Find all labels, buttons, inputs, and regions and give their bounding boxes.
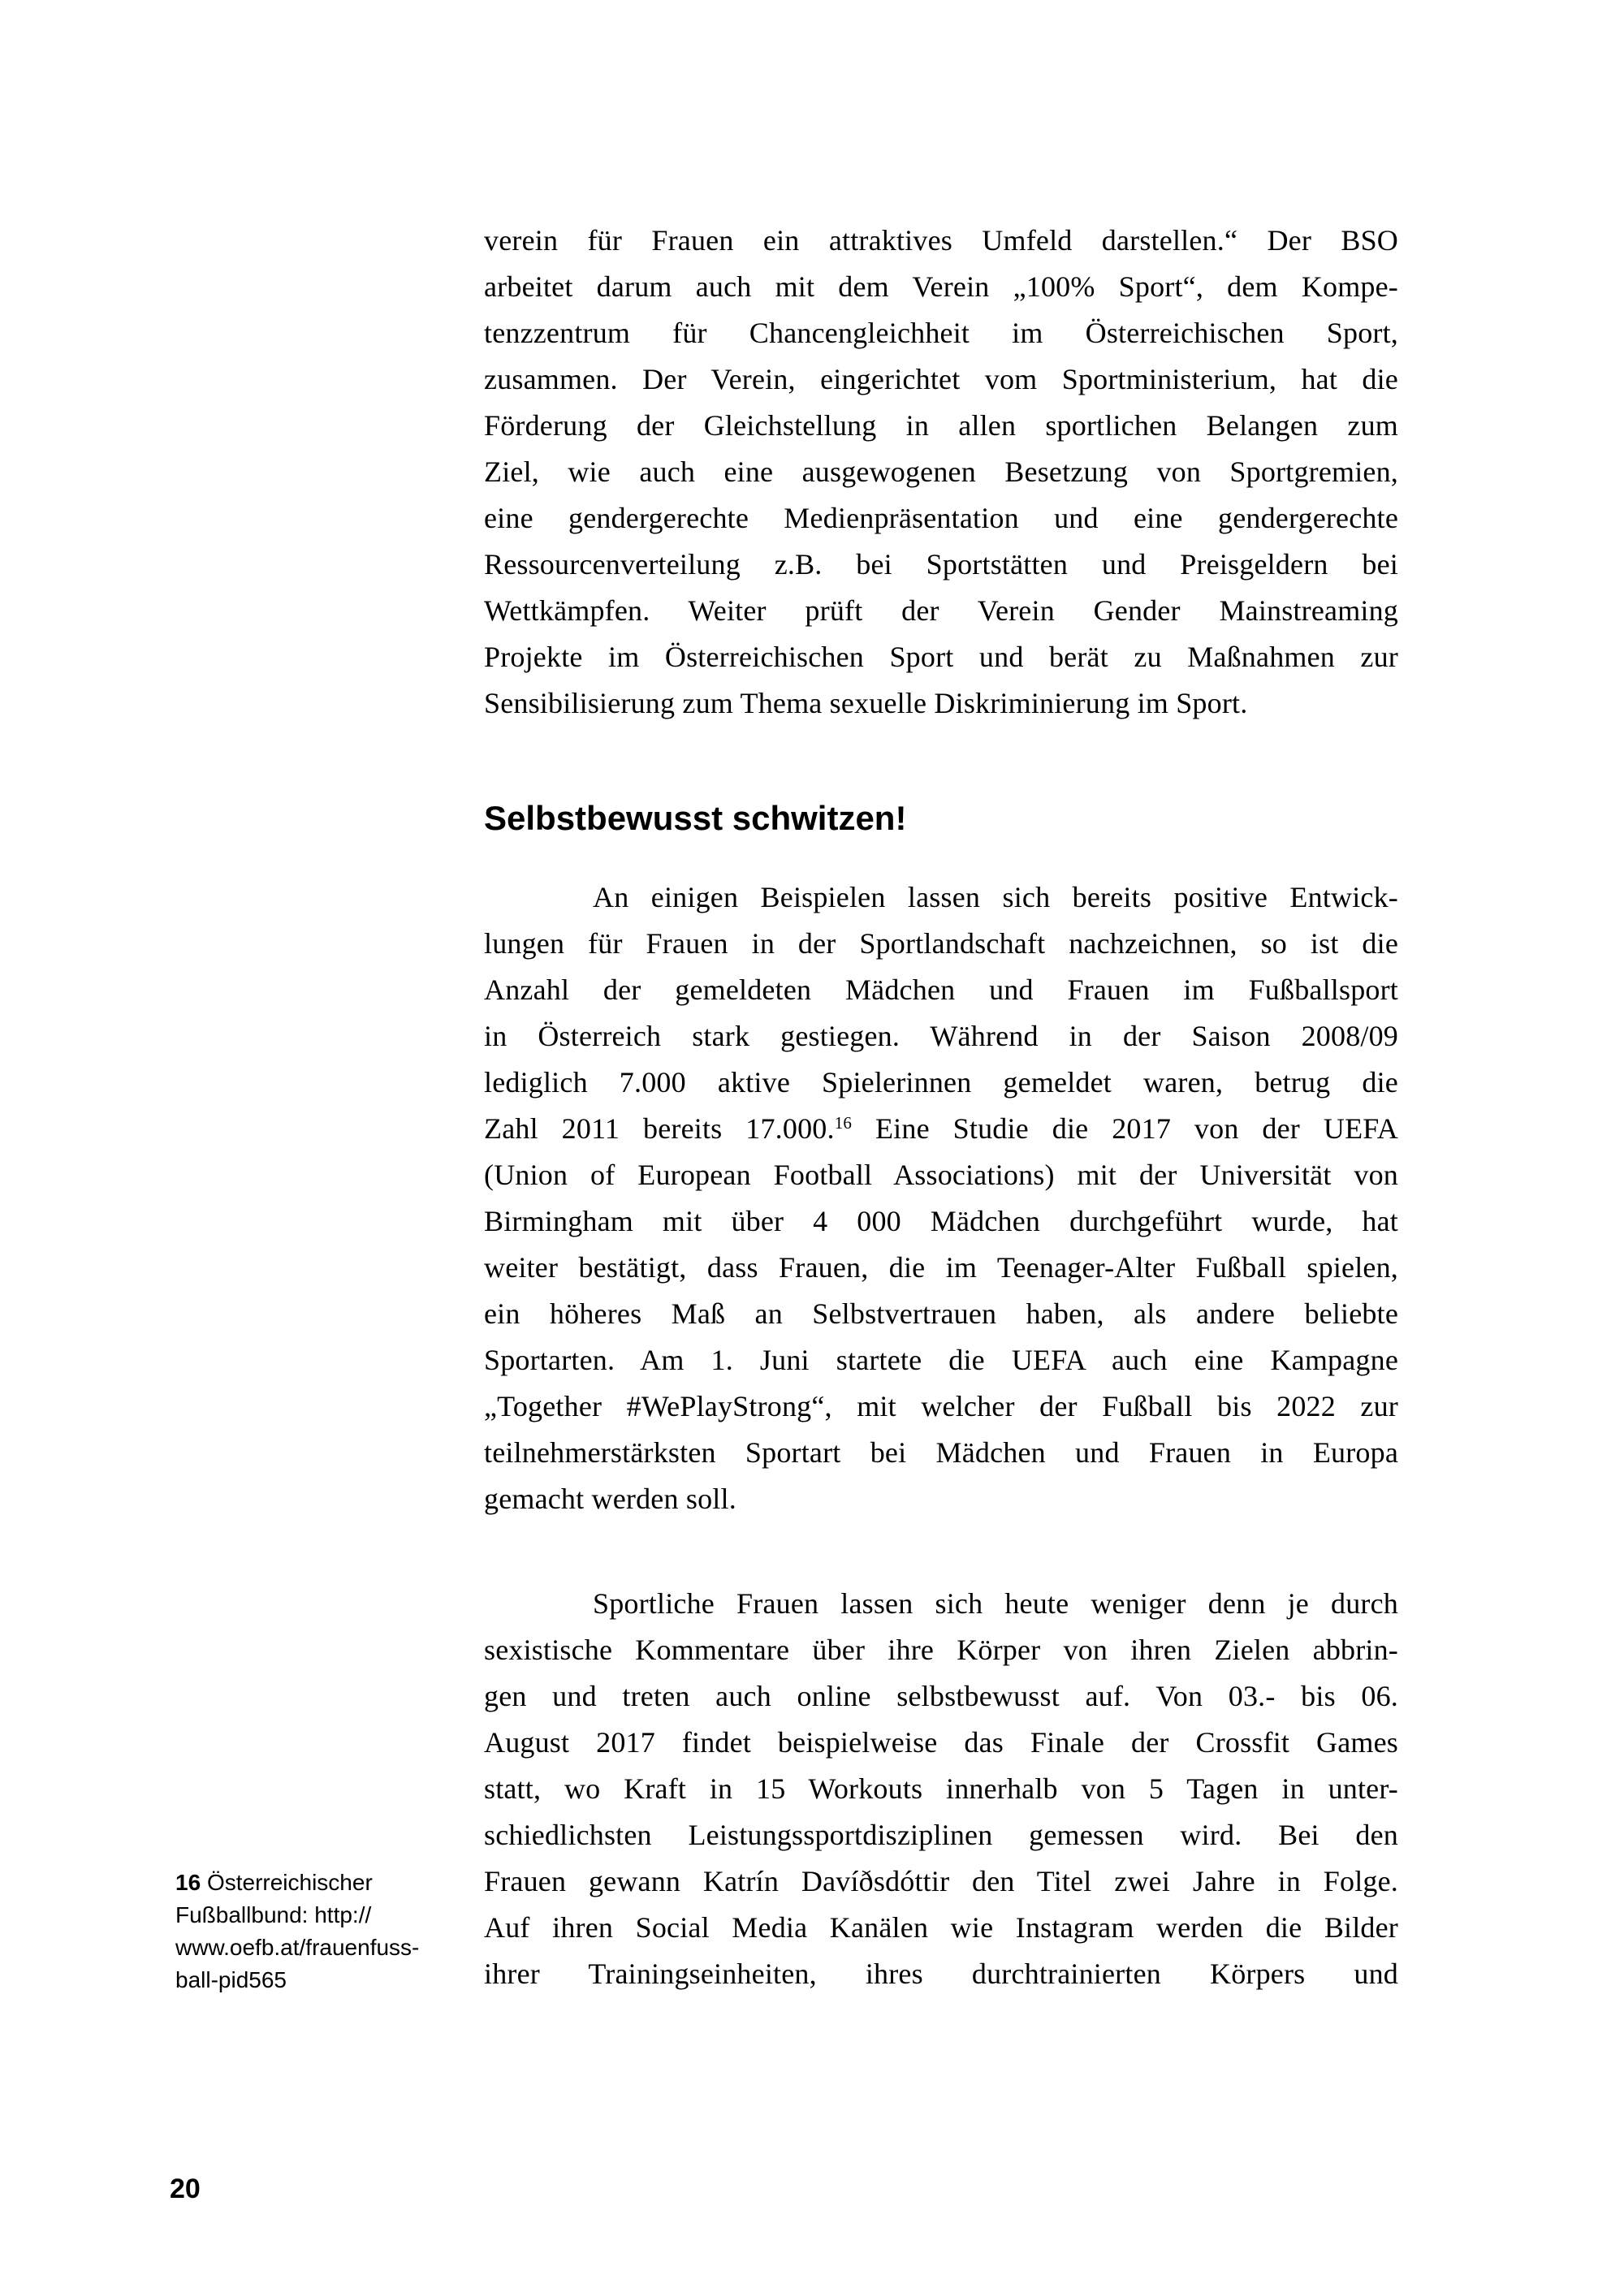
text-line: Ressourcenverteilung z.B. bei Sportstätten und Preisgeldern bei (484, 548, 1398, 581)
text-line: arbeitet darum auch mit dem Verein „100% Sport“, dem Kompe- (484, 270, 1398, 303)
text-line: Birmingham mit über 4 000 Mädchen durchgeführt wurde, hat (484, 1205, 1398, 1237)
text-fragment: Zahl 2011 bereits 17.000. (484, 1112, 835, 1145)
footnote-text: Österreichischer (206, 1870, 373, 1895)
paragraph-3 (484, 1581, 1398, 1997)
text-line: gemacht werden soll. (484, 1483, 736, 1515)
text-line: tenzzentrum für Chancengleichheit im Österreichischen Sport, (484, 317, 1398, 349)
text-line: Ziel, wie auch eine ausgewogenen Besetzung von Sportgremien, (484, 455, 1398, 488)
text-line: weiter bestätigt, dass Frauen, die im Teenager-Alter Fußball spielen, (484, 1251, 1398, 1284)
text-line: sexistische Kommentare über ihre Körper von ihren Zielen abbrin- (484, 1634, 1398, 1666)
footnote-marker: 16 (175, 1870, 201, 1895)
text-line: teilnehmerstärksten Sportart bei Mädchen und Frauen in Europa (484, 1436, 1398, 1469)
text-line: eine gendergerechte Medienpräsentation und eine gendergerechte (484, 502, 1398, 534)
footnote-line (175, 1867, 516, 1899)
text-line: ein höheres Maß an Selbstvertrauen haben, als andere beliebte (484, 1297, 1398, 1330)
section-heading: Selbstbewusst schwitzen! (484, 799, 907, 837)
text-line: ihrer Trainingseinheiten, ihres durchtrainierten Körpers und (484, 1957, 1398, 1990)
page-number: 20 (170, 2173, 201, 2204)
footnote (175, 1867, 516, 1996)
text-line: Sportliche Frauen lassen sich heute weniger denn je durch (593, 1587, 1398, 1620)
text-line: Sensibilisierung zum Thema sexuelle Diskriminierung im Sport. (484, 687, 1248, 719)
text-line: Wettkämpfen. Weiter prüft der Verein Gender Mainstreaming (484, 594, 1398, 627)
footnote-line: Fußballbund: http:// (175, 1902, 372, 1927)
text-line-with-footnote-ref (484, 1106, 1398, 1152)
text-line: lediglich 7.000 aktive Spielerinnen gemeldet waren, betrug die (484, 1066, 1398, 1099)
text-line: Anzahl der gemeldeten Mädchen und Frauen im Fußballsport (484, 973, 1398, 1006)
text-line: lungen für Frauen in der Sportlandschaft nachzeichnen, so ist die (484, 927, 1398, 960)
text-line: gen und treten auch online selbstbewusst auf. Von 03.- bis 06. (484, 1680, 1398, 1712)
footnote-line: ball-pid565 (175, 1967, 287, 1992)
text-line: August 2017 findet beispielweise das Finale der Crossfit Games (484, 1726, 1398, 1759)
text-fragment: Eine Studie die 2017 von der UEFA (852, 1112, 1399, 1145)
text-line: zusammen. Der Verein, eingerichtet vom Sportministerium, hat die (484, 363, 1398, 395)
text-line: (Union of European Football Associations) mit der Universität von (484, 1159, 1398, 1191)
text-line: „Together #WePlayStrong“, mit welcher der Fußball bis 2022 zur (484, 1390, 1398, 1422)
footnote-reference: 16 (834, 1113, 853, 1133)
text-line: Projekte im Österreichischen Sport und berät zu Maßnahmen zur (484, 641, 1398, 673)
paragraph-1 (484, 218, 1398, 727)
text-line: Auf ihren Social Media Kanälen wie Instagram werden die Bilder (484, 1911, 1398, 1944)
text-line: verein für Frauen ein attraktives Umfeld darstellen.“ Der BSO (484, 224, 1398, 257)
text-line: Frauen gewann Katrín Davíðsdóttir den Titel zwei Jahre in Folge. (484, 1865, 1398, 1897)
text-line: schiedlichsten Leistungssportdisziplinen gemessen wird. Bei den (484, 1819, 1398, 1851)
paragraph-2 (484, 874, 1398, 1522)
text-line: in Österreich stark gestiegen. Während in der Saison 2008/09 (484, 1020, 1398, 1052)
text-line: statt, wo Kraft in 15 Workouts innerhalb von 5 Tagen in unter- (484, 1772, 1398, 1805)
footnote-line: www.oefb.at/frauenfuss- (175, 1935, 420, 1960)
text-line: Förderung der Gleichstellung in allen sportlichen Belangen zum (484, 409, 1398, 442)
text-line: Sportarten. Am 1. Juni startete die UEFA auch eine Kampagne (484, 1344, 1398, 1376)
text-line: An einigen Beispielen lassen sich bereits positive Entwick- (593, 881, 1398, 913)
